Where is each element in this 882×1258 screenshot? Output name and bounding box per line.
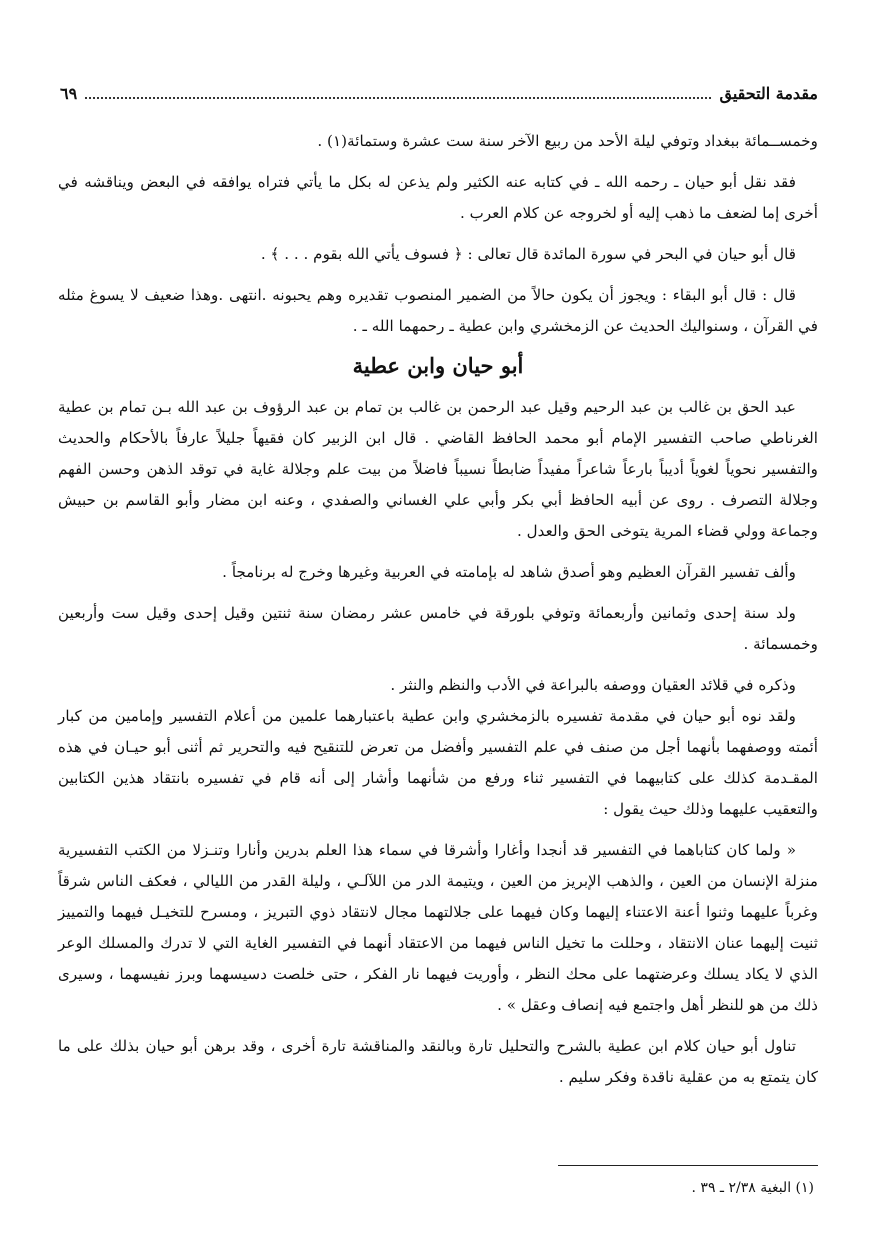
page-number: ٦٩ — [60, 84, 78, 103]
paragraph: وذكره في قلائد العقيان ووصفه بالبراعة في الأدب والنظم والنثر . — [390, 676, 796, 694]
paragraph-quran-citation: قال أبو حيان في البحر في سورة المائدة قال تعالى : ﴿ فسوف يأتي الله بقوم . . . ﴾ . — [260, 245, 796, 263]
paragraph: فقد نقل أبو حيان ـ رحمه الله ـ في كتابه عنه الكثير ولم يذعن له بكل ما يأتي فتراه يوافقه في البعض ويناقشه في أخرى إما لضعف ما ذهب إليه أو لخروجه عن كلام العرب . — [58, 173, 818, 222]
paragraph-continuation: وخمســمائة ببغداد وتوفي ليلة الأحد من ربيع الآخر سنة ست عشرة وستمائة(١) . — [317, 132, 818, 150]
paragraph-biography: عبد الحق بن غالب بن عبد الرحيم وقيل عبد الرحمن بن غالب بن تمام بن عبد الرؤوف بن عبد الله بـن تمام بن عطية الغرناطي صاحب التفسير الإمام أبو محمد الحافظ القاضي . قال ابن الزبير كان فقيهاً جليلاً عارفاً بالأحكام والحديث والتفسير نحوياً لغوياً أديباً بارعاً شاعراً مفيداً ضابطاً نسيباً فاضلاً من بيت علم وجلالة غاية في توقد الذهن وحسن الفهم وجلالة التصرف . روى عن أبيه الحافظ أبي بكر وأبي علي الغساني والصفدي ، وعنه ابن مضار وأبو القاسم بن حبيش وجماعة وولي قضاء المرية يتوخى الحق والعدل . — [58, 398, 818, 540]
section-title: أبو حيان وابن عطية — [352, 353, 524, 378]
paragraph-quotation: « ولما كان كتاباهما في التفسير قد أنجدا وأغارا وأشرقا في سماء هذا العلم بدرين وأنارا وتنـزلا من الكتب التفسيرية منزلة الإنسان من العين ، والذهب الإبريز من العين ، ويتيمة الدر من اللآلـي ، وليلة القدر من الليالي ، فعكف الناس شرقاً وغرباً عليهما وثنوا أعنة الاعتناء إليهما وكان فيهما على جلالتهما مجال لانتقاد ذوي التبريز ، ومسرح للتخيـل فيهما والتمييز ثنيت إليهما عنان الانتقاد ، وحللت ما تخيل الناس فيهما من الاعتقاد أنهما في التفسير الغاية التي لا تدرك والمسلك الوعر الذي لا يكاد يسلك وعرضتهما على محك النظر ، وأوريت فيهما نار الفكر ، حتى خلصت دسيسهما وبرز نفيسهما ، وسيرى ذلك من هو للنظر أهل واجتمع فيه إنصاف وعقل » . — [58, 841, 818, 1014]
running-header — [60, 84, 818, 103]
header-title: مقدمة التحقيق — [719, 84, 818, 103]
paragraph: تناول أبو حيان كلام ابن عطية بالشرح والتحليل تارة وبالنقد والمناقشة تارة أخرى ، وقد برهن أبو حيان بذلك على ما كان يتمتع به من عقلية ناقدة وفكر سليم . — [58, 1037, 818, 1086]
paragraph: قال : قال أبو البقاء : ويجوز أن يكون حالاً من الضمير المنصوب تقديره وهم يحبونه .انتهى .وهذا ضعيف لا يسوغ مثله في القرآن ، وسنواليك الحديث عن الزمخشري وابن عطية ـ رحمهما الله ـ . — [58, 286, 818, 335]
header-dot-leader — [85, 85, 711, 99]
paragraph: ولقد نوه أبو حيان في مقدمة تفسيره بالزمخشري وابن عطية باعتبارهما علمين من أعلام التفسير وإمامين من كبار أئمته ووصفهما بأنهما أجل من صنف في علم التفسير وأفضل من تعرض للتنقيح فيه والتحرير ثم أثنى أبو حيـان في هذه المقـدمة كذلك على كتابيهما في التفسير ثناء ورفع من شأنهما وأشار إلى أنه قام في تفسيره بانتقاد هذين الكتابين والتعقيب عليهما وذلك حيث يقول : — [58, 707, 818, 818]
footnote: (١) البغية ٢/٣٨ ـ ٣٩ . — [691, 1180, 814, 1196]
page-body — [58, 126, 818, 1103]
paragraph: ولد سنة إحدى وثمانين وأربعمائة وتوفي بلورقة في خامس عشر رمضان سنة ثنتين وقيل إحدى وقيل ست وأربعين وخمسمائة . — [58, 604, 818, 653]
paragraph: وألف تفسير القرآن العظيم وهو أصدق شاهد له بإمامته في العربية وغيرها وخرج له برنامجاً . — [222, 563, 796, 581]
footnote-separator — [558, 1165, 818, 1166]
